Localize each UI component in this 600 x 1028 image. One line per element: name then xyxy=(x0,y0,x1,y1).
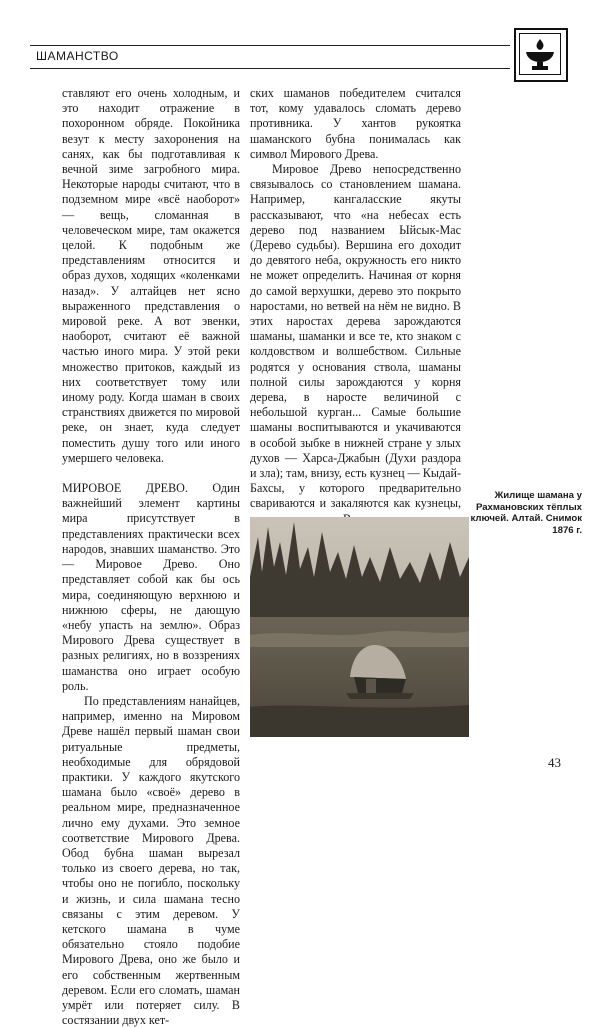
oil-lamp-glyph xyxy=(520,34,560,74)
photo-caption: Жилище шамана у Рахмановских тёплых ключей. Алтай. Снимок 1876 г. xyxy=(470,490,582,536)
text-column-left xyxy=(62,86,240,1028)
paragraph: Мировое Древо непосредственно связывалось со становлением шамана. Например, кангаласские якуты рассказывают, что «на небесах есть дерево под названием Ыйсык-Мас (Дерево судьбы). Вершина его доходит до девятого неба, окружность его никто не может определить. Начиная от корня до самой верхушки, дерево это покрыто наростами, но ветвей на нём не видно. В этих наростах дерева зарождаются шаманы, шаманки и все те, кто знаком с колдовством и волшебством. Сильные родятся у основания ствола, шаманы полной силы зарождаются у корня дерева, в наросте величиной с небольшой курган... Самые большие шаманы воспитываются и укачиваются в особой зыбке в нижней стране у злых духов — Харса-Джабын (Духи раздора и зла); там, внизу, есть кузнец — Кыдай-Бахсы, у которого предварительно свариваются и закаляются как кузнецы, xyxy=(250,162,461,511)
section-title: ШАМАНСТВО xyxy=(36,49,119,63)
paragraph: ских шаманов победителем считался тот, кому удавалось сломать дерево противника. У хантов рукоятка шаманского бубна понималась как символ Мирового Древа. xyxy=(250,86,461,161)
paragraph: ставляют его очень холодным, и это находит отражение в похоронном обряде. Покойника везут к месту захоронения на санях, как бы подготавливая к вечной зиме загробного мира. Некоторые народы считают, что в подземном мире «всё наоборот» — вещь, сломанная в человеческом мире, там окажется целой. К подобным же представлениям относится и образ духов, ходящих «коленками назад». У алтайцев нет ясно выраженного представления о мировой реке. А вот эвенки, наоборот, считают её важной частью иного мира. У этой реки множество притоков, каждый из них соответствует тому или иному роду. Когда шаман в своих странствиях движется по мировой реке, он знает, куда следует поместить душу того или иного умершего человека. xyxy=(62,86,240,465)
running-header xyxy=(30,45,510,69)
paragraph: МИРОВОЕ ДРЕВО. Один важнейший элемент картины мира присутствует в представлениях практически всех народов, знавших шаманство. Это — Мировое Древо. Оно представляет собой как бы ось мира, соединяющую верхнюю и нижнюю сферы, не дающую «небу упасть на землю». Образ Мирового Древа существует в разных религиях, но в воззрениях шаманства оно играет особую роль. xyxy=(62,481,240,693)
shaman-dwelling-photo xyxy=(250,517,469,737)
page-number: 43 xyxy=(548,755,561,770)
oil-lamp-icon xyxy=(514,28,568,82)
photo-illustration xyxy=(250,517,469,737)
paragraph: По представлениям нанайцев, например, именно на Мировом Древе нашёл первый шаман свои ритуальные предметы, необходимые для обрядовой практики. У каждого якутского шамана было «своё» дерево в реальном мире, предназначенное лично ему духами. Это земное соответствие Мирового Древа. Обод бубна шаман вырезал только из своего дерева, но так, чтобы оно не погибло, поскольку и жизнь, и сила шамана тесно связаны с этим деревом. У кетского шамана в чуме обязательно стояло подобие Мирового Древа, оно же было и его собственным жертвенным деревом. Если его сломать, шаман умрёт или потеряет силу. В состязании двух кет- xyxy=(62,693,240,1028)
emblem-frame xyxy=(519,33,561,75)
text-column-right xyxy=(250,86,461,573)
